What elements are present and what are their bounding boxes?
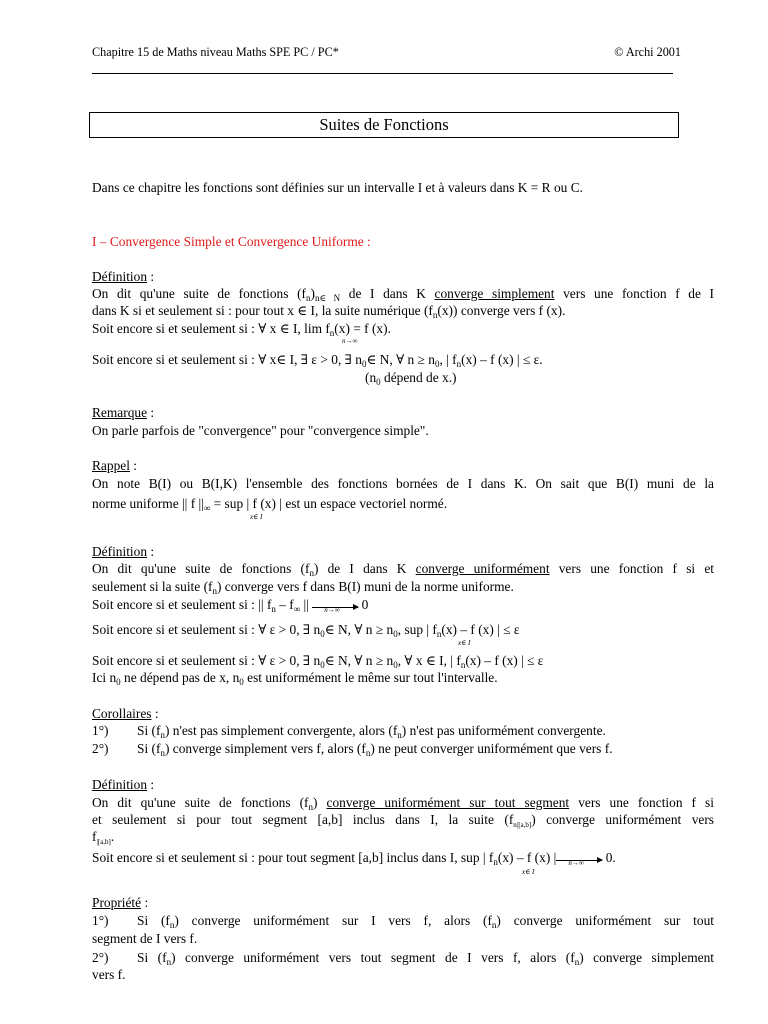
subscript: n (160, 748, 165, 758)
subscript: n (306, 293, 311, 303)
subscript: 0 (320, 660, 325, 670)
item-number: 1°) (92, 913, 109, 928)
chapter-header: Chapitre 15 de Maths niveau Maths SPE PC / PC* (92, 45, 339, 59)
corollaries-heading-text: Corollaires (92, 706, 152, 721)
corollary-item (92, 723, 109, 739)
reminder-heading-text: Rappel (92, 458, 130, 473)
reminder-heading: Rappel : (92, 458, 138, 473)
sup-subscript: x∈ I (458, 639, 471, 647)
property-heading: Propriété : (92, 895, 149, 910)
text: Soit encore si et seulement si : ∀ x∈ I, ∃ ε > 0, ∃ n (92, 352, 362, 367)
definition-note (365, 370, 457, 386)
text: de I dans K (340, 286, 435, 301)
property-text: segment de I vers f. (92, 931, 198, 946)
subscript: n|[a,b] (513, 821, 532, 829)
text: – f (275, 597, 294, 612)
text: norme uniforme || f || (92, 496, 204, 511)
subscript: n (493, 857, 498, 867)
limit-subscript: n→∞ (342, 337, 358, 345)
subscript: n (271, 604, 276, 614)
text: (x) – f (x) | ≤ ε (465, 653, 544, 668)
subscript: n (308, 802, 314, 812)
definition-line (92, 597, 368, 614)
text: Ici n (92, 670, 117, 685)
section-heading: I – Convergence Simple et Convergence Uniforme : (92, 234, 371, 249)
arrow-label: n→∞ (324, 606, 340, 615)
text: , (397, 622, 405, 637)
definition-line (92, 795, 714, 811)
underlined-term: converge uniformément sur tout segment (326, 795, 570, 810)
text: (x) – f (x) | ≤ ε. (461, 352, 543, 367)
text: ∈ N, ∀ n ≥ n (324, 653, 394, 668)
text: f (321, 321, 330, 336)
remark-text: On parle parfois de "convergence" pour "convergence simple". (92, 423, 429, 438)
text: | f (x) | est un espace vectoriel normé. (243, 496, 448, 511)
text: Si (f (137, 913, 170, 928)
text: Soit encore si et seulement si : || f (92, 597, 272, 612)
text: ) converge vers f dans B(I) muni de la norme uniforme. (216, 579, 514, 594)
text: et seulement si pour tout segment [a,b] inclus dans I, la suite (f (92, 812, 514, 827)
subscript: n (329, 328, 335, 338)
item-number: 2°) (92, 741, 109, 756)
subscript: n (212, 586, 217, 596)
definition-heading: Définition : (92, 777, 155, 792)
sup-operator: sup (404, 622, 424, 637)
subscript: n∈ N (314, 293, 341, 303)
limit-operator: lim (304, 321, 322, 336)
item-number: 1°) (92, 723, 109, 738)
text: ) n'est pas simplement convergente, alors (f (164, 723, 398, 738)
text: ) converge uniformément vers tout segment de I vers f, alors (f (171, 950, 575, 965)
text: || (300, 597, 313, 612)
definition-line (92, 579, 514, 595)
definition-line (92, 812, 714, 828)
text: (x) – f (x) | (497, 850, 557, 865)
text: ) de I dans K (313, 561, 416, 576)
text: ∈ N, ∀ n ≥ n (366, 352, 435, 367)
text: 0 (358, 597, 369, 612)
page-title-text: Suites de Fonctions (319, 115, 449, 135)
subscript: n (460, 660, 466, 670)
text: (x) – f (x) | ≤ ε (441, 622, 520, 637)
reminder-line: On note B(I) ou B(I,K) l'ensemble des fonctions bornées de I dans K. On sait que B(I) muni de la (92, 476, 714, 491)
text: Soit encore si et seulement si : pour tout segment [a,b] inclus dans I, (92, 850, 461, 865)
corollaries-heading: Corollaires : (92, 706, 159, 721)
subscript: 0 (116, 677, 121, 687)
remark-heading-text: Remarque (92, 405, 148, 420)
text: Si (f (137, 723, 161, 738)
definition-line (92, 286, 714, 302)
intro-paragraph: Dans ce chapitre les fonctions sont définies sur un intervalle I et à valeurs dans K = R ou C. (92, 180, 583, 195)
text: ) (313, 795, 327, 810)
text: ne dépend pas de x, n (120, 670, 240, 685)
text: vers une fonction f si et (549, 561, 714, 576)
reminder-line (92, 496, 447, 512)
sup-subscript: x∈ I (250, 513, 263, 521)
text: | f (423, 622, 437, 637)
property-text (137, 913, 714, 929)
definition-line (92, 670, 498, 686)
definition-heading-text: Définition (92, 777, 148, 792)
definition-heading: Définition : (92, 269, 155, 284)
definition-line (92, 561, 714, 577)
subscript: 0 (376, 377, 381, 387)
subscript: n (309, 568, 314, 578)
property-text (137, 950, 714, 966)
text: , ∀ x ∈ I, | f (397, 653, 461, 668)
subscript: 0 (320, 629, 325, 639)
text: dans K si et seulement si : pour tout x ∈ I, la suite numérique (f (92, 303, 433, 318)
subscript: 0 (361, 359, 367, 369)
subscript: n (160, 730, 165, 740)
text: On dit qu'une suite de fonctions (f (92, 795, 309, 810)
text: Si (f (137, 741, 161, 756)
convergence-arrow (312, 598, 358, 614)
subscript: ∞ (293, 604, 301, 614)
text: ) n'est pas uniformément convergente. (401, 723, 606, 738)
definition-line (92, 622, 520, 638)
subscript: n (574, 957, 580, 967)
subscript: 0 (393, 660, 398, 670)
property-heading-text: Propriété (92, 895, 142, 910)
arrow-label: n→∞ (568, 859, 584, 868)
subscript: ∞ (203, 503, 211, 513)
subscript: n (365, 748, 371, 758)
text: Soit encore si et seulement si : ∀ ε > 0, ∃ n (92, 622, 321, 637)
sup-subscript: x∈ I (522, 868, 535, 876)
text: ) converge simplement (579, 950, 714, 965)
text: ) (310, 286, 315, 301)
page-title (89, 112, 679, 138)
text: . (110, 829, 115, 844)
sup-operator: sup (460, 850, 480, 865)
text: | f (479, 850, 494, 865)
text: f (92, 829, 97, 844)
subscript: 0 (434, 359, 440, 369)
text: (x)) converge vers f (x). (437, 303, 566, 318)
definition-line (92, 352, 543, 368)
corollary-text (137, 723, 606, 739)
subscript: n (397, 730, 402, 740)
text: 0. (602, 850, 616, 865)
text: vers une fonction f de I (554, 286, 714, 301)
subscript: n (491, 920, 497, 930)
subscript: n (166, 957, 172, 967)
definition-heading: Définition : (92, 544, 155, 559)
subscript: 0 (393, 629, 398, 639)
underlined-term: converge uniformément (415, 561, 550, 576)
subscript: n (456, 359, 462, 369)
subscript: 0 (239, 677, 244, 687)
property-text: vers f. (92, 967, 126, 982)
definition-heading-text: Définition (92, 269, 148, 284)
text: ) ne peut converger uniformément que vers f. (370, 741, 613, 756)
text: vers une fonction f si (569, 795, 714, 810)
definition-line (92, 303, 565, 319)
subscript: n (436, 629, 442, 639)
text: , | f (439, 352, 457, 367)
text: ) converge uniformément sur tout (496, 913, 715, 928)
property-item (92, 913, 109, 929)
text: dépend de x.) (380, 370, 457, 385)
header-divider (92, 73, 673, 74)
definition-line (92, 829, 114, 845)
text: seulement si la suite (f (92, 579, 213, 594)
definition-heading-text: Définition (92, 544, 148, 559)
text: On dit qu'une suite de fonctions (f (92, 561, 310, 576)
text: = (210, 496, 225, 511)
subscript: n (169, 920, 175, 930)
definition-line (92, 321, 391, 337)
copyright-header: © Archi 2001 (614, 45, 681, 59)
sup-operator: sup (224, 496, 244, 511)
text: (x) = f (x). (334, 321, 391, 336)
text: Soit encore si et seulement si : ∀ x ∈ I, (92, 321, 305, 336)
subscript: n (432, 310, 438, 320)
text: ) converge simplement vers f, alors (f (164, 741, 366, 756)
text: est uniformément le même sur tout l'intervalle. (243, 670, 498, 685)
item-number: 2°) (92, 950, 109, 965)
text: (n (365, 370, 377, 385)
definition-line (92, 850, 616, 867)
subscript: |[a,b] (96, 838, 111, 846)
corollary-text (137, 741, 613, 757)
text: ∈ N, ∀ n ≥ n (324, 622, 394, 637)
text: Soit encore si et seulement si : ∀ ε > 0, ∃ n (92, 653, 321, 668)
convergence-arrow (556, 851, 602, 867)
underlined-term: converge simplement (434, 286, 555, 301)
property-item (92, 950, 109, 966)
definition-line (92, 653, 543, 669)
text: Si (f (137, 950, 167, 965)
text: ) converge uniformément sur I vers f, alors (f (174, 913, 492, 928)
text: ) converge uniformément vers (531, 812, 714, 827)
text: On dit qu'une suite de fonctions (f (92, 286, 306, 301)
corollary-item (92, 741, 109, 757)
remark-heading: Remarque : (92, 405, 155, 420)
